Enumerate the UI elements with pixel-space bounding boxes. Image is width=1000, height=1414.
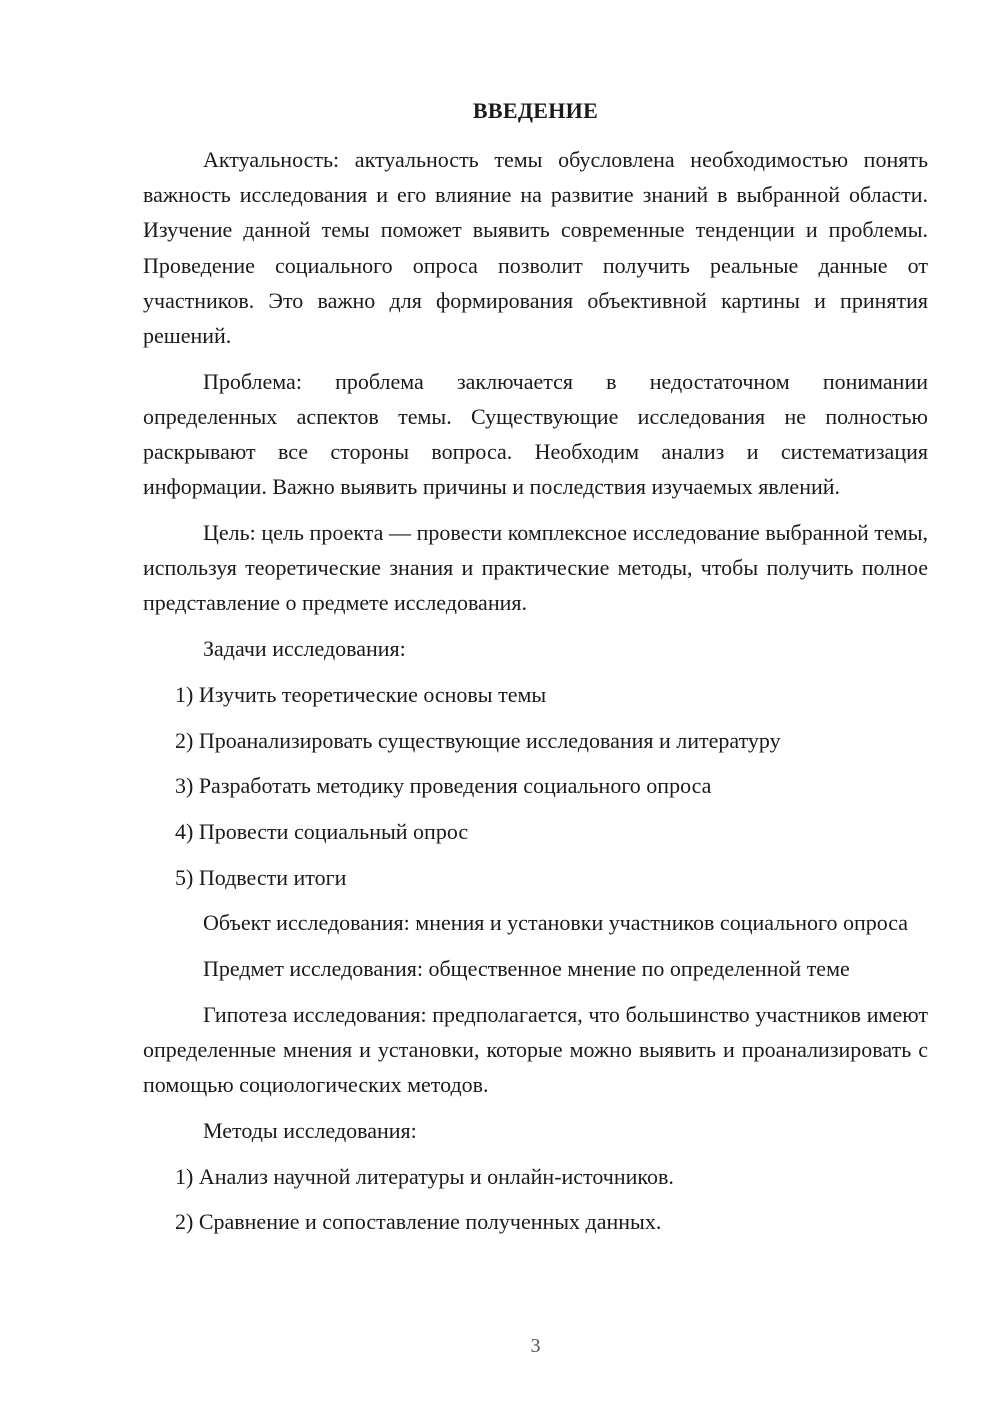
section-heading: ВВЕДЕНИЕ: [472, 98, 599, 123]
list-item: 4) Провести социальный опрос: [175, 818, 469, 844]
list-item: 1) Анализ научной литературы и онлайн-источников.: [175, 1163, 674, 1189]
tasks-list: [143, 677, 928, 895]
list-item: 1) Изучить теоретические основы темы: [175, 681, 547, 707]
list-item: 2) Сравнение и сопоставление полученных данных.: [175, 1209, 662, 1235]
document-page: [143, 0, 928, 1414]
paragraph-problem: Проблема: проблема заключается в недостаточном понимании определенных аспектов темы. Существующие исследования не полностью раскрывают все стороны вопроса. Необходим анализ и систематизация информации. Важно выявить причины и последствия изучаемых явлений.: [143, 368, 928, 500]
tasks-label: Задачи исследования:: [203, 636, 406, 662]
methods-list: [143, 1159, 928, 1240]
list-item: 3) Разработать методику проведения социального опроса: [175, 773, 712, 799]
paragraph-goal: Цель: цель проекта — провести комплексное исследование выбранной темы, используя теоретические знания и практические методы, чтобы получить полное представление о предмете исследования.: [143, 520, 928, 616]
paragraph-hypothesis: Гипотеза исследования: предполагается, что большинство участников имеют определенные мнения и установки, которые можно выявить и проанализировать с помощью социологических методов.: [143, 1001, 928, 1098]
document-body: [143, 142, 928, 1250]
paragraph-relevance: Актуальность: актуальность темы обусловлена необходимостью понять важность исследования и его влияние на развитие знаний в выбранной области. Изучение данной темы поможет выявить современные тенденции и проблемы. Проведение социального опроса позволит получить реальные данные от участников. Это важно для формирования объективной картины и принятия решений.: [143, 147, 928, 349]
methods-label: Методы исследования:: [203, 1117, 417, 1143]
paragraph-object: Объект исследования: мнения и установки участников социального опроса: [203, 910, 909, 936]
list-item: 5) Подвести итоги: [175, 864, 347, 890]
paragraph-subject: Предмет исследования: общественное мнение по определенной теме: [203, 956, 850, 982]
page-number: 3: [530, 1335, 541, 1357]
list-item: 2) Проанализировать существующие исследования и литературу: [175, 727, 781, 753]
